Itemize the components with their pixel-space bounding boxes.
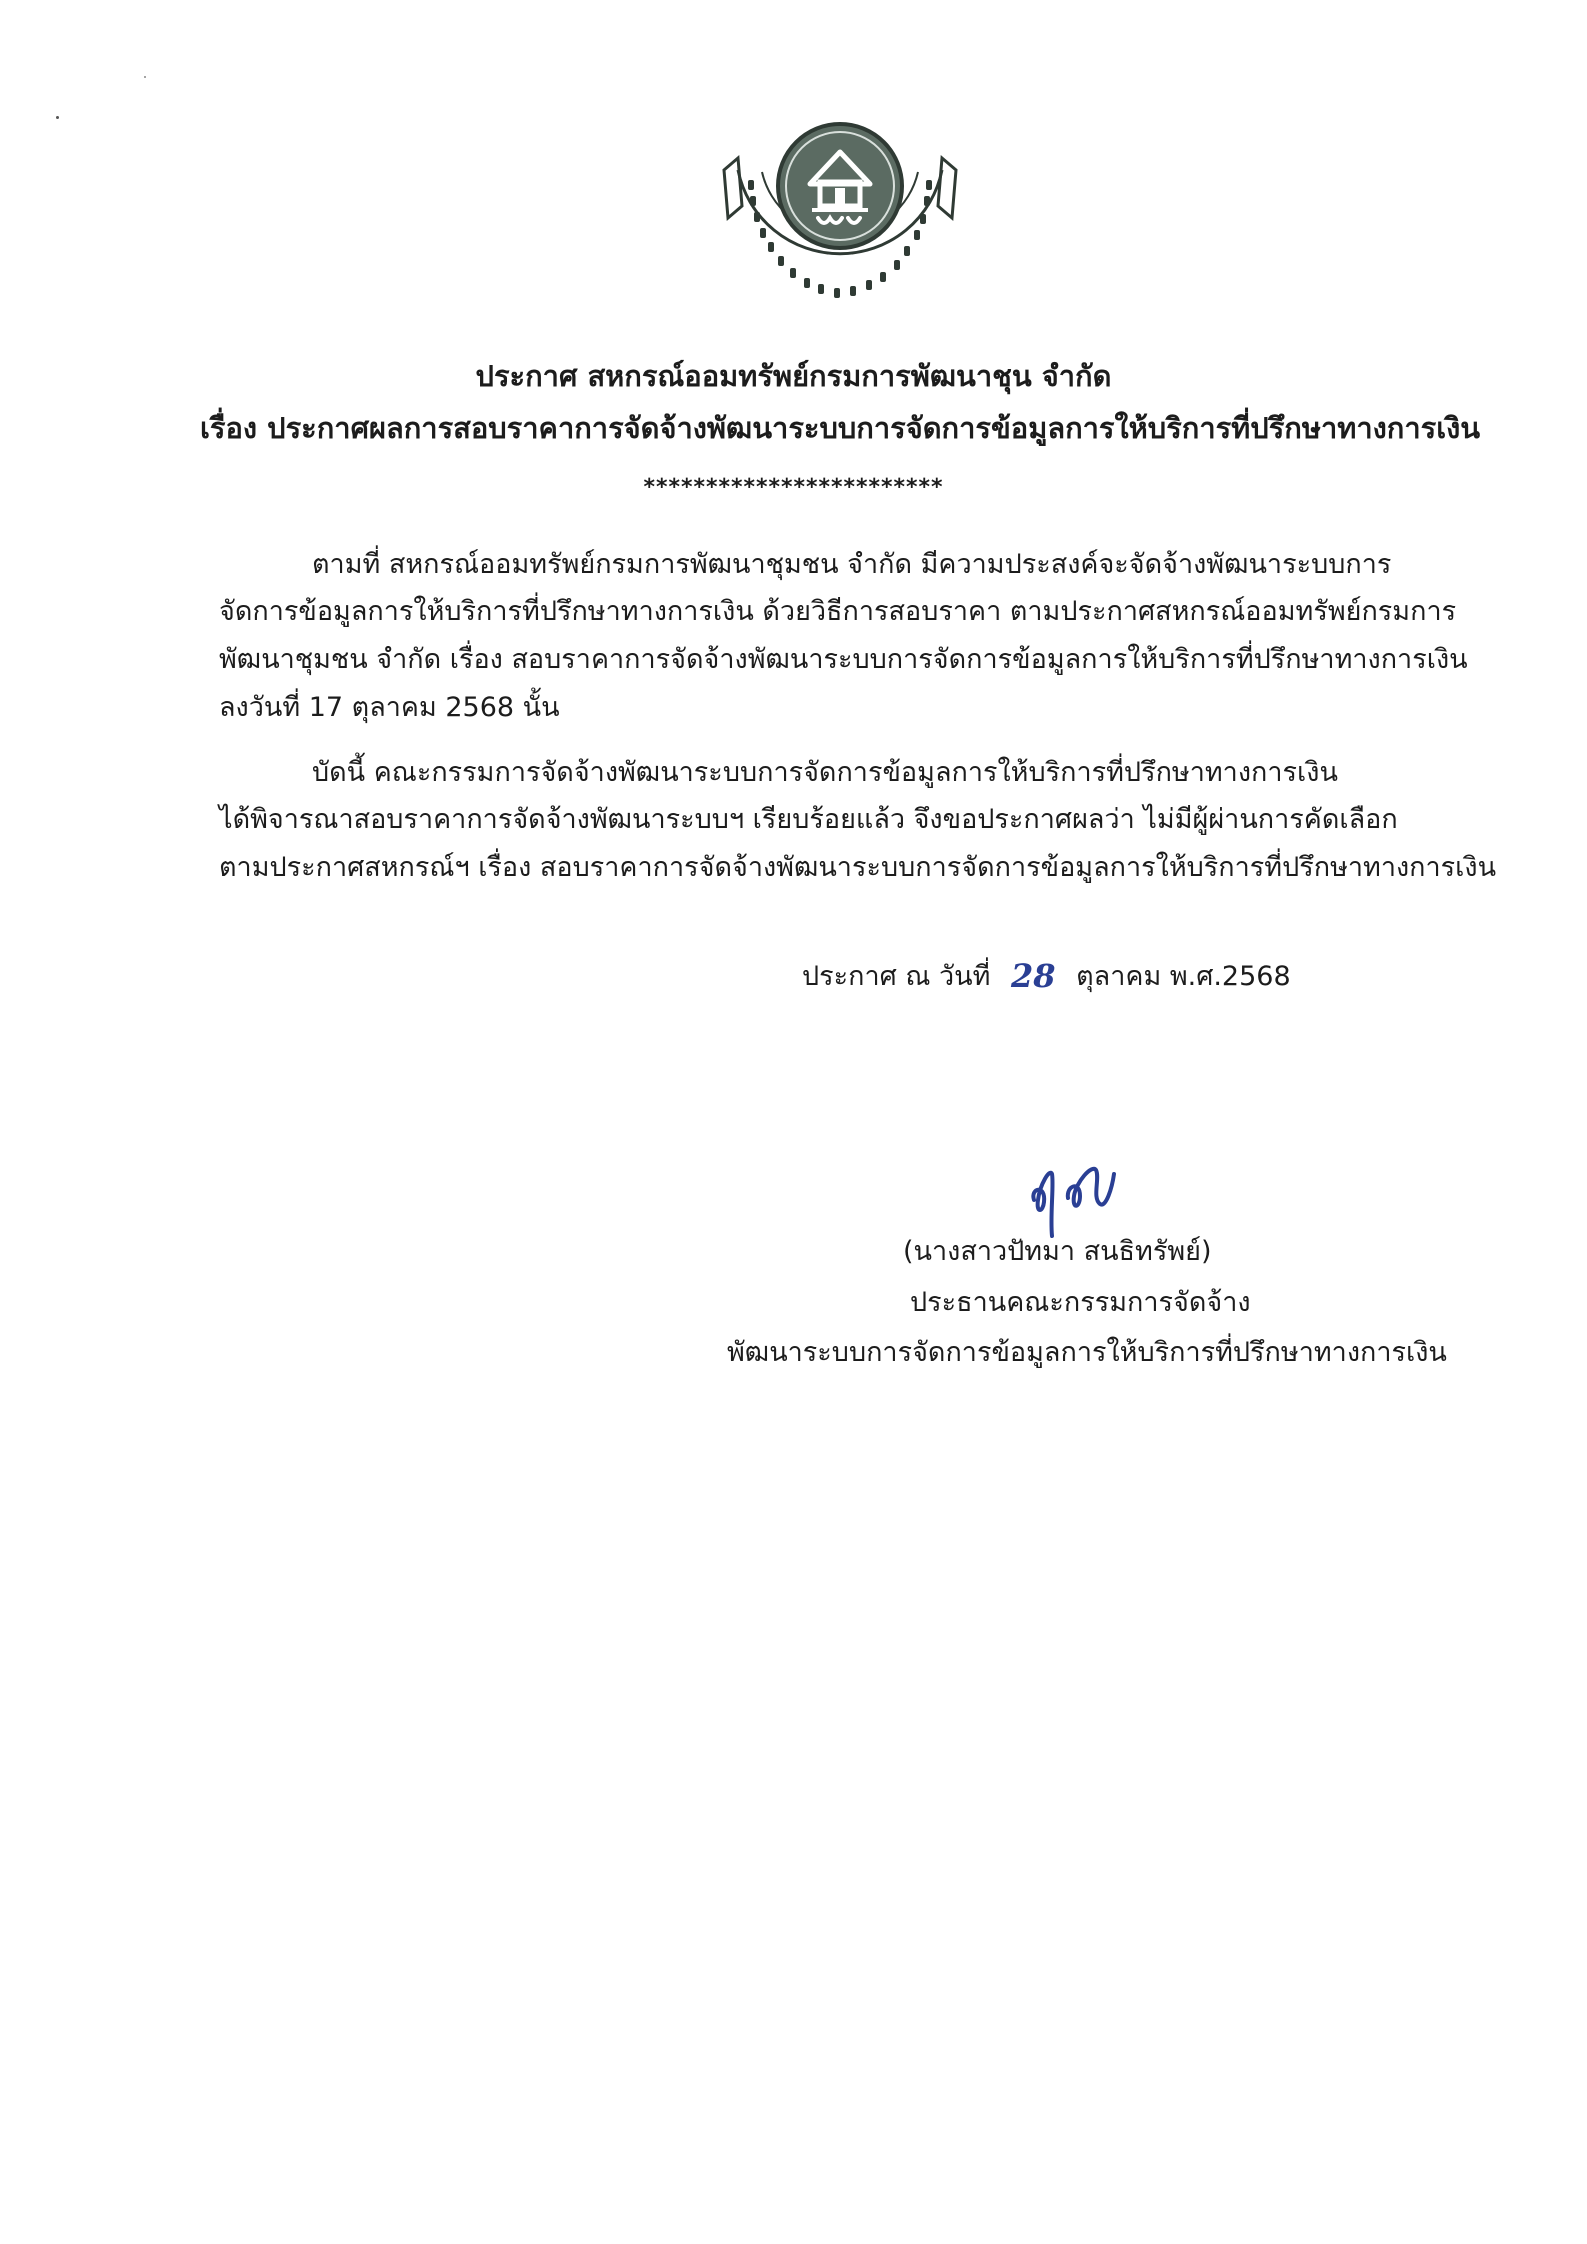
- handwritten-day: 28: [1011, 957, 1056, 995]
- paragraph-line: ได้พิจารณาสอบราคาการจัดจ้างพัฒนาระบบฯ เรียบร้อยแล้ว จึงขอประกาศผลว่า ไม่มีผู้ผ่านการคัดเลือก: [219, 804, 1398, 835]
- paragraph-line: ลงวันที่ 17 ตุลาคม 2568 นั้น: [219, 692, 560, 723]
- paragraph-line: บัดนี้ คณะกรรมการจัดจ้างพัฒนาระบบการจัดการข้อมูลการให้บริการที่ปรึกษาทางการเงิน: [312, 757, 1338, 788]
- paragraph-line: ตามที่ สหกรณ์ออมทรัพย์กรมการพัฒนาชุมชน จำกัด มีความประสงค์จะจัดจ้างพัฒนาระบบการ: [312, 549, 1392, 580]
- announcement-subject: เรื่อง ประกาศผลการสอบราคาการจัดจ้างพัฒนาระบบการจัดการข้อมูลการให้บริการที่ปรึกษาทางการเงิน: [200, 411, 1481, 445]
- signatory-name: (นางสาวปัทมา สนธิทรัพย์): [903, 1236, 1212, 1267]
- separator-stars: ************************: [643, 475, 944, 500]
- scan-speck: [144, 76, 146, 78]
- paragraph-line: พัฒนาชุมชน จำกัด เรื่อง สอบราคาการจัดจ้างพัฒนาระบบการจัดการข้อมูลการให้บริการที่ปรึกษาทางการเงิน: [219, 644, 1468, 675]
- paragraph-line: จัดการข้อมูลการให้บริการที่ปรึกษาทางการเงิน ด้วยวิธีการสอบราคา ตามประกาศสหกรณ์ออมทรัพย์กรมการ: [219, 596, 1457, 627]
- paragraph-line: ตามประกาศสหกรณ์ฯ เรื่อง สอบราคาการจัดจ้างพัฒนาระบบการจัดการข้อมูลการให้บริการที่ปรึกษาทางการเงิน: [219, 852, 1497, 883]
- announcement-title: ประกาศ สหกรณ์ออมทรัพย์กรมการพัฒนาชุน จำกัด: [475, 359, 1112, 393]
- signatory-position: ประธานคณะกรรมการจัดจ้าง: [910, 1287, 1251, 1318]
- cooperative-logo: [708, 110, 972, 322]
- signatory-committee: พัฒนาระบบการจัดการข้อมูลการให้บริการที่ปรึกษาทางการเงิน: [727, 1337, 1447, 1368]
- scan-speck: [56, 116, 59, 119]
- date-prefix: ประกาศ ณ วันที่: [802, 961, 991, 992]
- handwritten-signature: [1016, 1144, 1126, 1240]
- date-suffix: ตุลาคม พ.ศ.2568: [1076, 961, 1291, 992]
- announcement-date: [802, 956, 1291, 997]
